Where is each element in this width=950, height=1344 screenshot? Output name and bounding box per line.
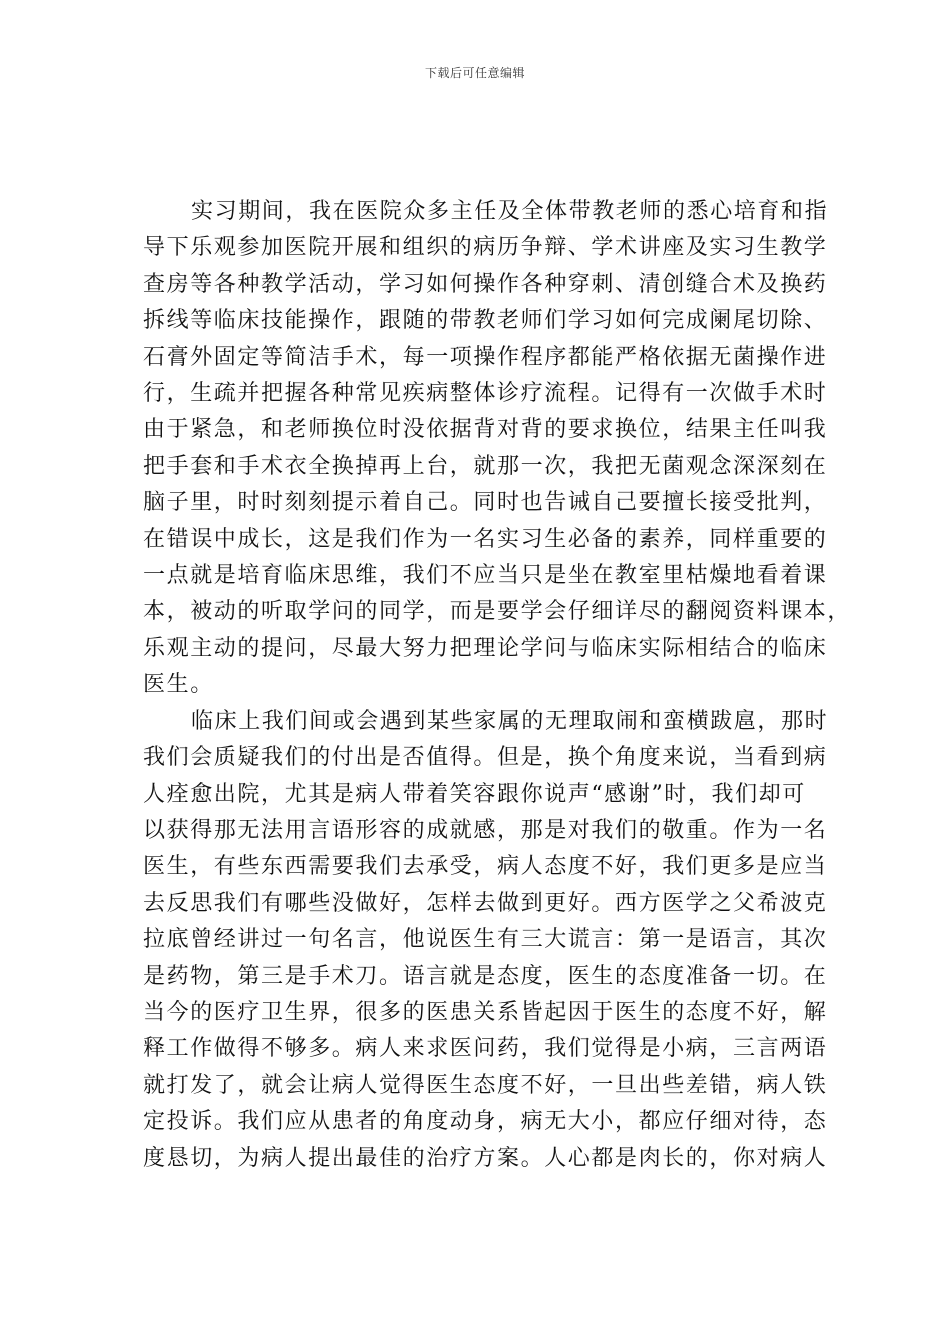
text-line: 医生，有些东西需要我们去承受，病人态度不好，我们更多是应当 [143,854,828,880]
text-line: 一点就是培育临床思维，我们不应当只是坐在教室里枯燥地看着课 [143,563,828,589]
text-line: 在错误中成长，这是我们作为一名实习生必备的素养，同样重要的 [143,526,828,552]
text-line: 脑子里，时时刻刻提示着自己。同时也告诫自己要擅长接受批判， [143,490,828,516]
text-line: 去反思我们有哪些没做好，怎样去做到更好。西方医学之父希波克 [143,890,828,916]
text-line: 释工作做得不够多。病人来求医问药，我们觉得是小病，三言两语 [143,1036,828,1062]
page-header-note: 下载后可任意编辑 [424,66,525,80]
text-line: 临床上我们间或会遇到某些家属的无理取闹和蛮横跋扈，那时 [191,708,829,734]
text-line: 由于紧急，和老师换位时没依据背对背的要求换位，结果主任叫我 [143,417,828,443]
text-line: 导下乐观参加医院开展和组织的病历争辩、学术讲座及实习生教学 [143,235,828,261]
document-body [143,194,852,1177]
text-line: 度恳切，为病人提出最佳的治疗方案。人心都是肉长的，你对病人 [143,1145,828,1171]
text-line: 我们会质疑我们的付出是否值得。但是，换个角度来说，当看到病 [143,745,828,771]
paragraph-2 [143,704,829,1177]
text-line: 当今的医疗卫生界，很多的医患关系皆起因于医生的态度不好，解 [143,999,828,1025]
text-line: 石膏外固定等简洁手术，每一项操作程序都能严格依据无菌操作进 [143,344,828,370]
text-line: 就打发了，就会让病人觉得医生态度不好，一旦出些差错，病人铁 [143,1072,828,1098]
text-line: 定投诉。我们应从患者的角度动身，病无大小，都应仔细对待，态 [143,1109,828,1135]
paragraph-1 [143,194,852,704]
text-line: 本，被动的听取学问的同学，而是要学会仔细详尽的翻阅资料课本， [143,599,852,625]
text-line: 实习期间，我在医院众多主任及全体带教老师的悉心培育和指 [191,199,829,224]
text-line: 把手套和手术衣全换掉再上台，就那一次，我把无菌观念深深刻在 [143,453,828,479]
text-line: 拆线等临床技能操作，跟随的带教老师们学习如何完成阑尾切除、 [143,308,828,334]
text-line: 是药物，第三是手术刀。语言就是态度，医生的态度准备一切。在 [143,963,828,989]
text-line: 乐观主动的提问，尽最大努力把理论学问与临床实际相结合的临床 [143,635,828,661]
text-line: 医生。 [143,672,214,698]
text-line: 人痊愈出院，尤其是病人带着笑容跟你说声“感谢”时，我们却可 [143,781,806,807]
text-line: 以获得那无法用言语形容的成就感，那是对我们的敬重。作为一名 [143,817,828,843]
text-line: 查房等各种教学活动，学习如何操作各种穿刺、清创缝合术及换药 [143,271,828,297]
text-line: 拉底曾经讲过一句名言，他说医生有三大谎言：第一是语言，其次 [143,927,828,953]
text-line: 行，生疏并把握各种常见疾病整体诊疗流程。记得有一次做手术时 [143,381,828,407]
